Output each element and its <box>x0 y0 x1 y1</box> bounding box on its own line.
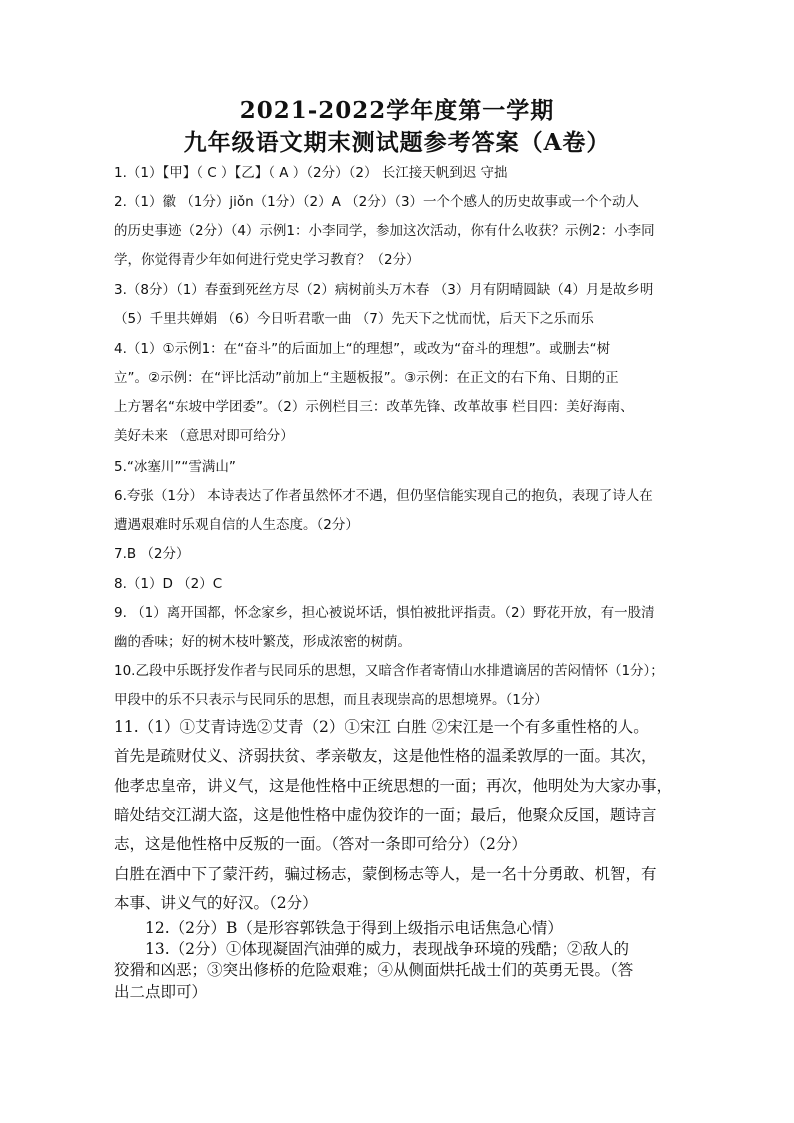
answer-line: 学，你觉得青少年如何进行党史学习教育？（2分） <box>114 252 420 268</box>
answer-line: 本事、讲义气的好汉。（2分） <box>114 894 318 912</box>
answer-line: 13.（2分）①体现凝固汽油弹的威力，表现战争环境的残酷；②敌人的 <box>145 940 630 958</box>
answer-line: 暗处结交江湖大盗，这是他性格中虚伪狡诈的一面；最后，他聚众反国，题诗言 <box>114 806 657 824</box>
answer-line: 12.（2分）B（是形容郭铁急于得到上级指示电话焦急心情） <box>145 919 563 937</box>
answer-line: 白胜在酒中下了蒙汗药，骗过杨志，蒙倒杨志等人，是一名十分勇敢、机智，有 <box>114 865 657 883</box>
doc-title-term: 2021-2022学年度第一学期 <box>239 97 555 124</box>
answer-line: 首先是疏财仗义、济弱扶贫、孝亲敬友，这是他性格的温柔敦厚的一面。其次， <box>114 747 657 765</box>
answer-line: 7.B （2分） <box>114 546 190 562</box>
answer-line: 2.（1）徽 （1分）jiǒn（1分）（2）A （2分）（3）一个个感人的历史故事或一个个动人 <box>114 194 640 210</box>
answer-line: 的历史事迹（2分）（4）示例1：小李同学，参加这次活动，你有什么收获？示例2：小李同 <box>114 223 655 239</box>
answer-line: 10.乙段中乐既抒发作者与民同乐的思想，又暗含作者寄情山水排遣谪居的苦闷情怀（1分）； <box>114 663 664 679</box>
answer-line: 美好未来 （意思对即可给分） <box>114 428 294 444</box>
answer-line: 狡猾和凶恶；③突出修桥的危险艰难；④从侧面烘托战士们的英勇无畏。（答 <box>114 961 634 979</box>
answer-line: 他孝忠皇帝，讲义气，这是他性格中正统思想的一面；再次，他明处为大家办事， <box>114 777 673 795</box>
answer-line: 遭遇艰难时乐观自信的人生态度。（2分） <box>114 517 359 533</box>
answer-line: 志，这是他性格中反叛的一面。（答对一条即可给分）（2分） <box>114 835 527 853</box>
answer-line: 1.（1）【甲】（ C ）【乙】（ A ）（2分）（2） 长江接天帆到迟 守拙 <box>114 165 508 181</box>
answer-line: 幽的香味；好的树木枝叶繁茂，形成浓密的树荫。 <box>114 634 411 650</box>
answer-line: （5）千里共婵娟 （6）今日听君歌一曲 （7）先天下之忧而忧，后天下之乐而乐 <box>114 311 594 327</box>
answer-line: 5.“冰塞川”“雪满山” <box>114 459 236 475</box>
answer-line: 11.（1）①艾青诗选②艾青（2）①宋江 白胜 ②宋江是一个有多重性格的人。 <box>114 718 649 736</box>
doc-title-main: 九年级语文期末测试题参考答案（A卷） <box>183 129 611 156</box>
answer-line: 3.（8分）（1）春蚕到死丝方尽（2）病树前头万木春 （3）月有阴晴圆缺（4）月是故乡明 <box>114 282 654 298</box>
answer-line: 6.夸张（1分） 本诗表达了作者虽然怀才不遇，但仍坚信能实现自己的抱负，表现了诗人在 <box>114 488 653 504</box>
answer-line: 甲段中的乐不只表示与民同乐的思想，而且表现崇高的思想境界。（1分） <box>114 692 548 708</box>
answer-line: 8.（1）D （2）C <box>114 576 223 592</box>
answer-line: 4.（1）①示例1：在“奋斗”的后面加上“的理想”，或改为“奋斗的理想”。或删去“树 <box>114 341 611 357</box>
answer-line: 立”。②示例：在“评比活动”前加上“主题板报”。③示例：在正文的右下角、日期的正 <box>114 370 619 386</box>
answer-line: 上方署名“东坡中学团委”。（2）示例栏目三：改革先锋、改革故事 栏目四：美好海南、 <box>114 399 634 415</box>
answer-line: 9. （1）离开国都，怀念家乡，担心被说坏话，惧怕被批评指责。（2）野花开放，有一股清 <box>114 605 655 621</box>
answer-line: 出二点即可） <box>114 983 208 1001</box>
